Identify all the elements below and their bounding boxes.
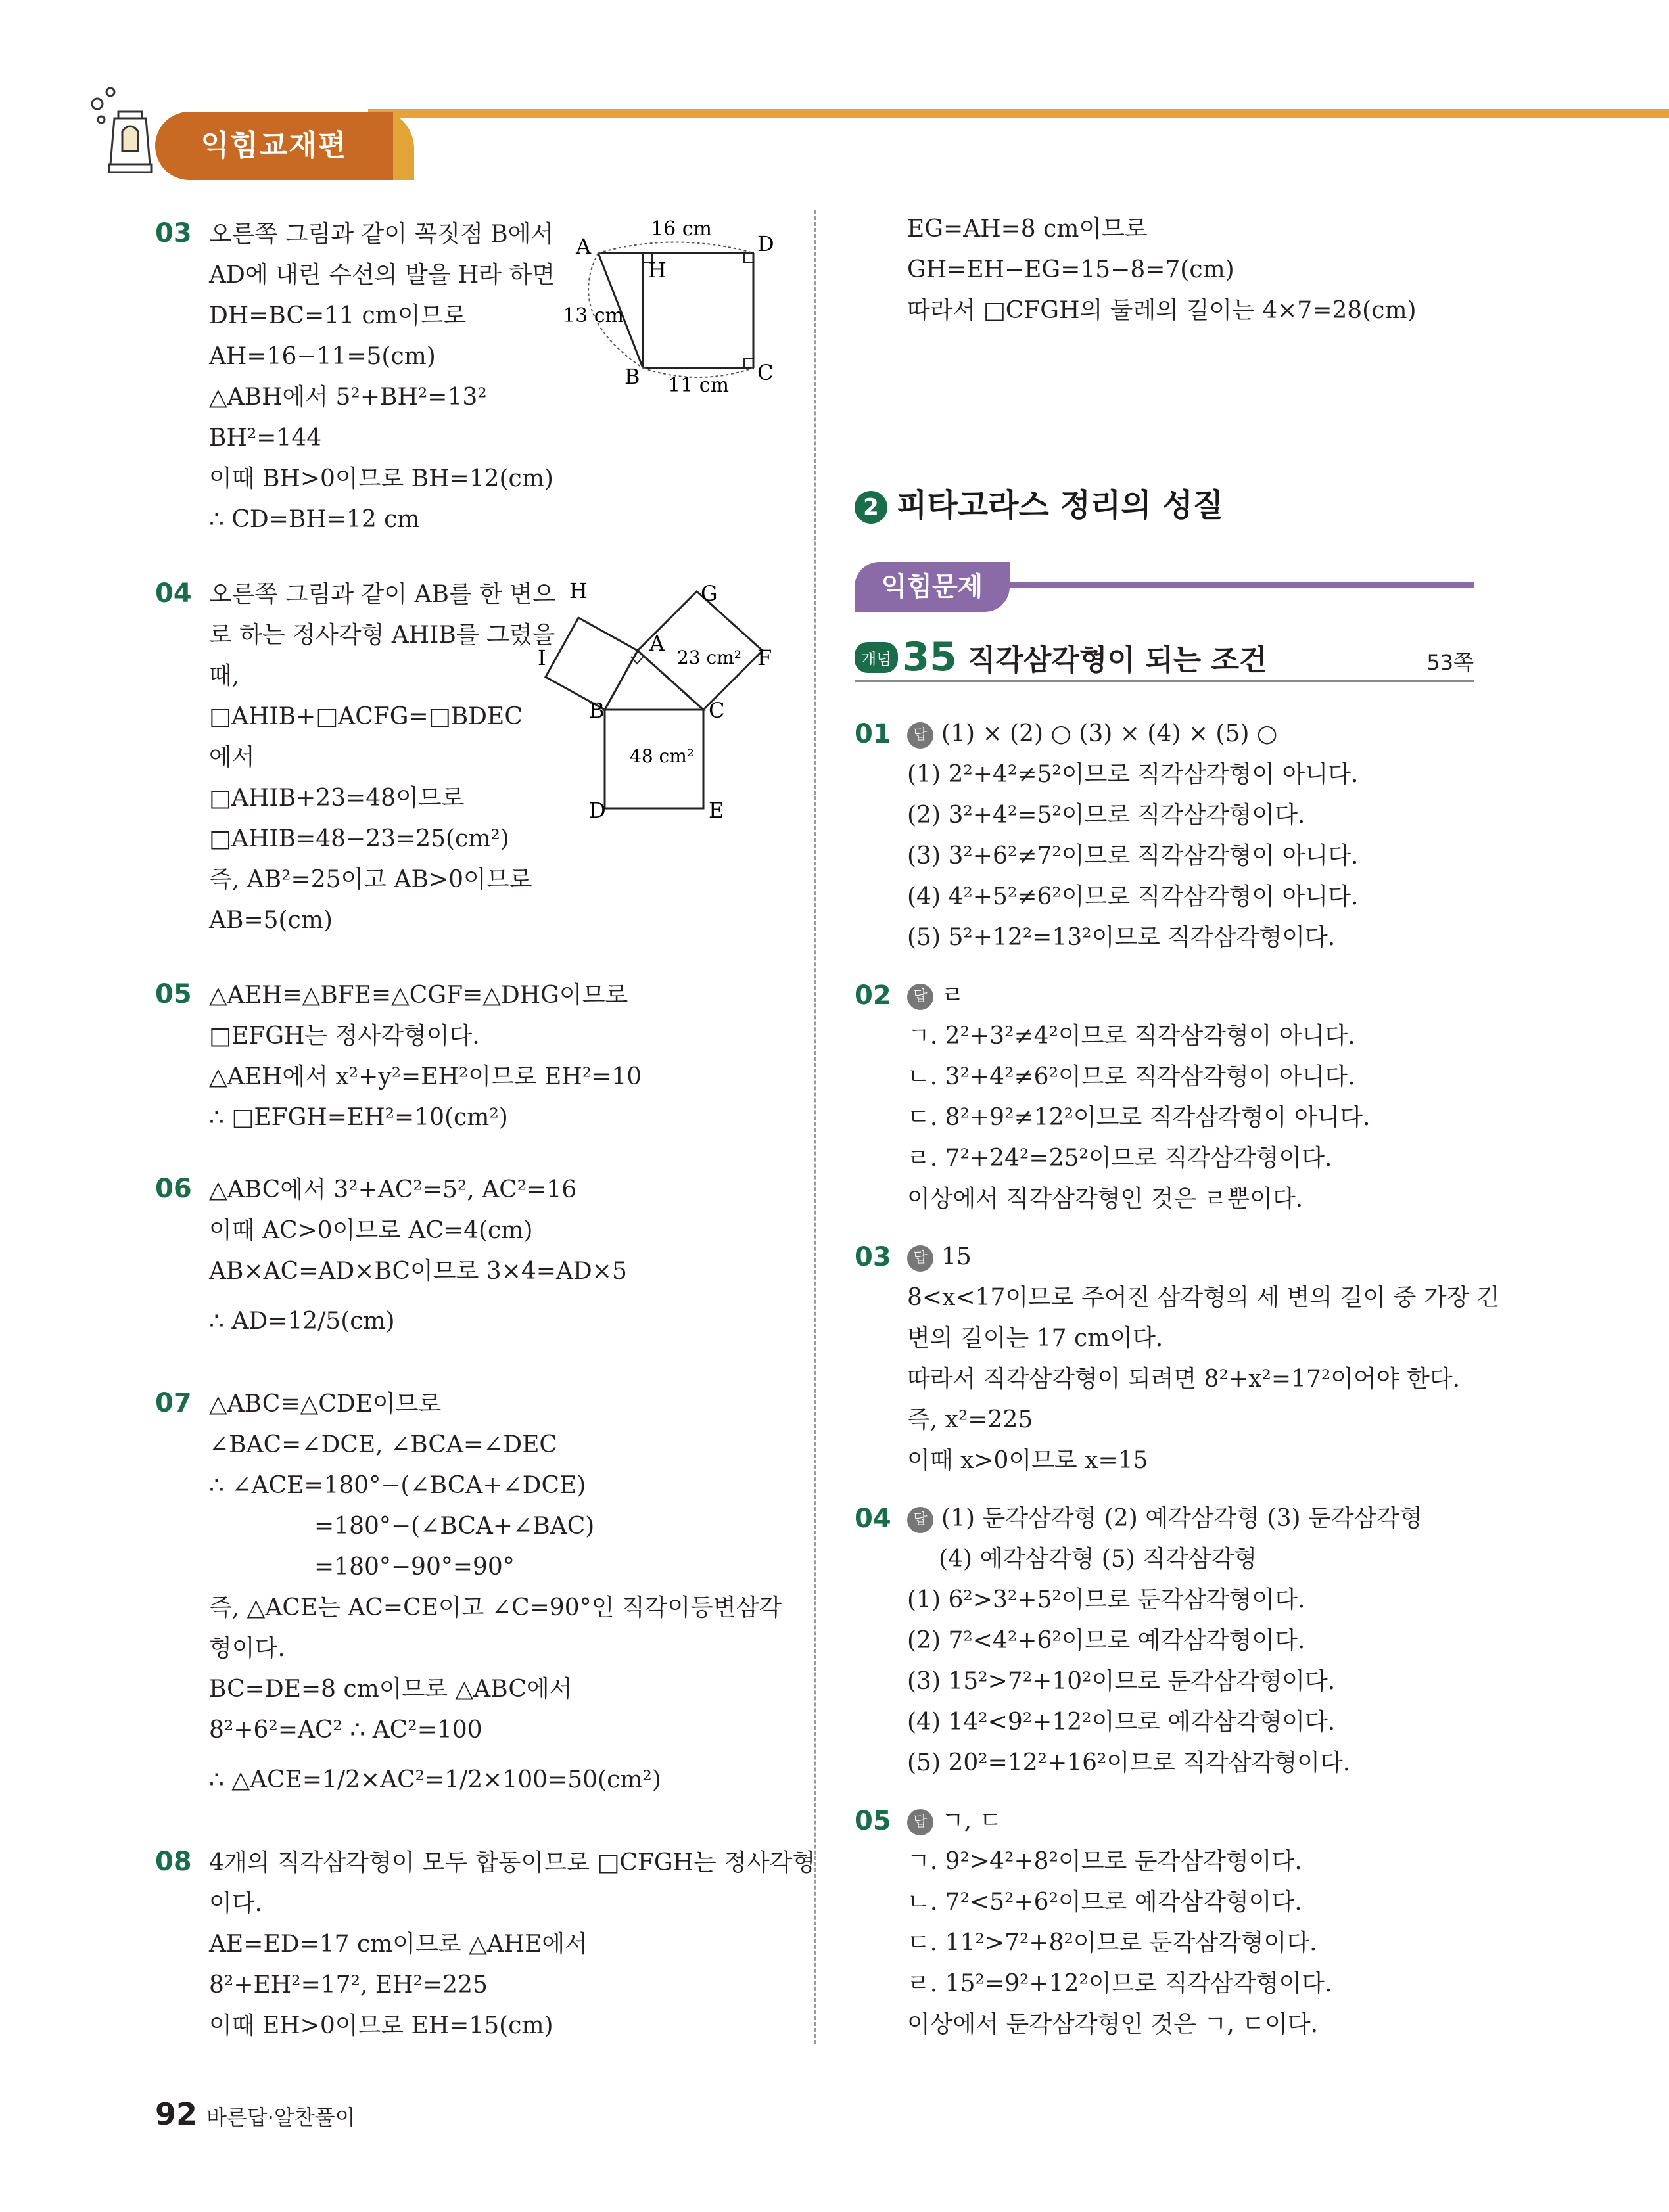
answer-text: ㄱ, ㄷ bbox=[941, 1807, 1002, 1834]
text-line: 오른쪽 그림과 같이 AB를 한 변으 bbox=[209, 581, 555, 608]
answer-text: ㄹ bbox=[941, 982, 964, 1009]
text-line: 로 하는 정사각형 AHIB를 그렸을 bbox=[209, 622, 555, 649]
answer-line-2: (4) 예각삼각형 (5) 직각삼각형 bbox=[939, 1546, 1258, 1573]
fig-label: B bbox=[589, 698, 605, 723]
problem-06-text bbox=[209, 1170, 627, 1342]
fig-label: H bbox=[569, 578, 588, 603]
practice-tab-label: 익힘문제 bbox=[881, 572, 983, 602]
lamp-icon bbox=[92, 85, 164, 184]
problem-08-text bbox=[209, 1843, 815, 2046]
fig-label: A bbox=[649, 631, 665, 656]
fig-label: B bbox=[624, 364, 640, 389]
answer-text: (1) 둔각삼각형 (2) 예각삼각형 (3) 둔각삼각형 bbox=[941, 1505, 1422, 1532]
text-line: △ABH에서 5²+BH²=13² bbox=[209, 384, 487, 411]
text-line: ∠BAC=∠DCE, ∠BCA=∠DEC bbox=[209, 1431, 557, 1458]
problem-08-number: 08 bbox=[155, 1847, 192, 1877]
text-line: 오른쪽 그림과 같이 꼭짓점 B에서 bbox=[209, 221, 554, 248]
text-line: 이때 AC>0이므로 AC=4(cm) bbox=[209, 1217, 533, 1244]
concept-title: 직각삼각형이 되는 조건 bbox=[967, 643, 1267, 677]
answer-text: 15 bbox=[941, 1243, 972, 1270]
fig-label: 13 cm bbox=[563, 304, 624, 327]
fig-label: D bbox=[589, 798, 606, 823]
answer-line bbox=[907, 1237, 1500, 1278]
practice-line bbox=[1010, 582, 1474, 588]
section-title bbox=[855, 480, 1223, 525]
book-title: 바른답·알찬풀이 bbox=[206, 2105, 356, 2130]
text-line: ㄱ. 9²>4²+8²이므로 둔각삼각형이다. bbox=[907, 1848, 1302, 1875]
text-line: (4) 14²<9²+12²이므로 예각삼각형이다. bbox=[907, 1709, 1336, 1736]
text-line: ∴ AD=12/5(cm) bbox=[209, 1308, 395, 1335]
text-line: 변의 길이는 17 cm이다. bbox=[907, 1325, 1164, 1352]
text-line: ㄷ. 11²>7²+8²이므로 둔각삼각형이다. bbox=[907, 1929, 1317, 1956]
squares-figure bbox=[539, 578, 776, 821]
column-divider bbox=[814, 210, 816, 2044]
text-line: =180°−90°=90° bbox=[314, 1554, 515, 1580]
problem-07-text bbox=[209, 1384, 782, 1801]
header-line bbox=[368, 109, 1669, 118]
answer-line bbox=[907, 975, 1371, 1016]
text-line: 4개의 직각삼각형이 모두 합동이므로 □CFGH는 정사각형 bbox=[209, 1849, 816, 1876]
answer-badge: 답 bbox=[907, 1507, 933, 1533]
text-line: □AHIB+□ACFG=□BDEC bbox=[209, 703, 523, 730]
text-line: △AEH≡△BFE≡△CGF≡△DHG이므로 bbox=[209, 982, 628, 1009]
header-tab bbox=[155, 112, 393, 180]
section-number-badge: 2 bbox=[855, 491, 887, 524]
text-line: 즉, △ACE는 AC=CE이고 ∠C=90°인 직각이등변삼각 bbox=[209, 1594, 782, 1621]
fig-label: F bbox=[757, 645, 772, 670]
practice-tab bbox=[855, 562, 1010, 612]
text-line: ㄴ. 7²<5²+6²이므로 예각삼각형이다. bbox=[907, 1889, 1302, 1916]
problem-04-text bbox=[209, 574, 555, 941]
problem-07-number: 07 bbox=[155, 1388, 192, 1418]
text-line: 형이다. bbox=[209, 1635, 285, 1662]
text-line: 이때 EH>0이므로 EH=15(cm) bbox=[209, 2012, 553, 2039]
text-line: 이때 x>0이므로 x=15 bbox=[907, 1447, 1148, 1474]
text-line: □AHIB=48−23=25(cm²) bbox=[209, 825, 509, 852]
fig-label: H bbox=[648, 258, 667, 283]
fig-label: 16 cm bbox=[651, 218, 712, 241]
text-line: 즉, AB²=25이고 AB>0이므로 bbox=[209, 866, 532, 893]
problem-04-number: 04 bbox=[155, 578, 192, 609]
text-line: 이상에서 둔각삼각형인 것은 ㄱ, ㄷ이다. bbox=[907, 2011, 1319, 2038]
answer-line bbox=[907, 714, 1358, 754]
fig-label: D bbox=[757, 231, 774, 256]
answer-badge: 답 bbox=[907, 722, 933, 749]
problem-03-number: 03 bbox=[155, 218, 192, 248]
concept-header bbox=[855, 634, 1474, 682]
text-line: 8<x<17이므로 주어진 삼각형의 세 변의 길이 중 가장 긴 bbox=[907, 1284, 1500, 1311]
text-line: 따라서 □CFGH의 둘레의 길이는 4×7=28(cm) bbox=[907, 297, 1417, 324]
question-05-number: 05 bbox=[855, 1806, 891, 1836]
question-04-text bbox=[907, 1498, 1422, 1784]
fig-label: I bbox=[538, 645, 546, 670]
text-line: △AEH에서 x²+y²=EH²이므로 EH²=10 bbox=[209, 1063, 642, 1090]
question-03-number: 03 bbox=[855, 1242, 891, 1272]
fig-label: A bbox=[576, 234, 592, 259]
text-line: BH²=144 bbox=[209, 425, 322, 451]
continued-solution bbox=[907, 209, 1417, 331]
text-line: ∴ △ACE=1/2×AC²=1/2×100=50(cm²) bbox=[209, 1766, 661, 1793]
fig-label: C bbox=[709, 698, 725, 723]
question-01-text bbox=[907, 714, 1358, 958]
question-04-number: 04 bbox=[855, 1504, 891, 1534]
text-line: (1) 2²+4²≠5²이므로 직각삼각형이 아니다. bbox=[907, 761, 1359, 788]
text-line: (2) 7²<4²+6²이므로 예각삼각형이다. bbox=[907, 1627, 1305, 1654]
text-line: BC=DE=8 cm이므로 △ABC에서 bbox=[209, 1676, 573, 1703]
text-line: (5) 5²+12²=13²이므로 직각삼각형이다. bbox=[907, 924, 1336, 951]
trapezoid-figure bbox=[559, 217, 776, 397]
question-02-text bbox=[907, 975, 1371, 1220]
problem-05-number: 05 bbox=[155, 979, 192, 1009]
text-line: (3) 15²>7²+10²이므로 둔각삼각형이다. bbox=[907, 1668, 1336, 1695]
text-line: GH=EH−EG=15−8=7(cm) bbox=[907, 256, 1234, 283]
text-line: AB=5(cm) bbox=[209, 907, 333, 934]
text-line: ㄹ. 15²=9²+12²이므로 직각삼각형이다. bbox=[907, 1970, 1332, 1997]
answer-line bbox=[907, 1801, 1332, 1841]
problem-06-number: 06 bbox=[155, 1174, 192, 1204]
text-line: (3) 3²+6²≠7²이므로 직각삼각형이 아니다. bbox=[907, 842, 1359, 869]
text-line: (5) 20²=12²+16²이므로 직각삼각형이다. bbox=[907, 1749, 1351, 1776]
text-line: 때, bbox=[209, 662, 240, 689]
question-05-text bbox=[907, 1801, 1332, 2045]
fig-label: E bbox=[709, 798, 724, 823]
text-line: AH=16−11=5(cm) bbox=[209, 343, 436, 370]
fig-label: C bbox=[757, 360, 774, 385]
text-line: △ABC에서 3²+AC²=5², AC²=16 bbox=[209, 1176, 577, 1203]
fig-label: G bbox=[701, 581, 718, 606]
text-line: ∴ ∠ACE=180°−(∠BCA+∠DCE) bbox=[209, 1472, 586, 1499]
text-line: ∴ □EFGH=EH²=10(cm²) bbox=[209, 1104, 508, 1131]
header-tab-label: 익힘교재편 bbox=[200, 129, 348, 162]
text-line: DH=BC=11 cm이므로 bbox=[209, 302, 467, 329]
text-line: 이다. bbox=[209, 1890, 262, 1917]
text-line: 이상에서 직각삼각형인 것은 ㄹ뿐이다. bbox=[907, 1186, 1304, 1212]
answer-text: (1) × (2) ○ (3) × (4) × (5) ○ bbox=[941, 720, 1278, 747]
text-line: ㄱ. 2²+3²≠4²이므로 직각삼각형이 아니다. bbox=[907, 1023, 1355, 1049]
section-title-text: 피타고라스 정리의 성질 bbox=[897, 487, 1224, 524]
page-number: 92 bbox=[155, 2096, 198, 2132]
text-line: △ABC≡△CDE이므로 bbox=[209, 1391, 442, 1417]
concept-number: 35 bbox=[902, 634, 957, 680]
text-line: (4) 4²+5²≠6²이므로 직각삼각형이 아니다. bbox=[907, 883, 1359, 910]
text-line: (1) 6²>3²+5²이므로 둔각삼각형이다. bbox=[907, 1586, 1305, 1613]
text-line: 이때 BH>0이므로 BH=12(cm) bbox=[209, 465, 553, 492]
text-line: 8²+6²=AC² ∴ AC²=100 bbox=[209, 1717, 482, 1743]
text-line: ㄴ. 3²+4²≠6²이므로 직각삼각형이 아니다. bbox=[907, 1063, 1355, 1090]
answer-badge: 답 bbox=[907, 984, 933, 1010]
text-line: ㄹ. 7²+24²=25²이므로 직각삼각형이다. bbox=[907, 1145, 1332, 1172]
fig-label: 23 cm² bbox=[677, 647, 741, 668]
text-line: =180°−(∠BCA+∠BAC) bbox=[314, 1513, 595, 1540]
fig-label: 11 cm bbox=[668, 374, 729, 397]
answer-badge: 답 bbox=[907, 1809, 933, 1835]
text-line: ∴ CD=BH=12 cm bbox=[209, 506, 420, 533]
text-line: 따라서 직각삼각형이 되려면 8²+x²=17²이어야 한다. bbox=[907, 1366, 1461, 1393]
text-line: 8²+EH²=17², EH²=225 bbox=[209, 1971, 488, 1998]
fig-label: 48 cm² bbox=[630, 745, 694, 767]
text-line: AD에 내린 수선의 발을 H라 하면 bbox=[209, 262, 555, 288]
text-line: (2) 3²+4²=5²이므로 직각삼각형이다. bbox=[907, 802, 1305, 829]
text-line: 에서 bbox=[209, 744, 255, 771]
text-line: EG=AH=8 cm이므로 bbox=[907, 216, 1148, 242]
question-01-number: 01 bbox=[855, 719, 891, 749]
problem-05-text bbox=[209, 975, 642, 1138]
answer-badge: 답 bbox=[907, 1245, 933, 1272]
question-03-text bbox=[907, 1237, 1500, 1481]
text-line: □EFGH는 정사각형이다. bbox=[209, 1023, 480, 1049]
text-line: □AHIB+23=48이므로 bbox=[209, 785, 465, 812]
concept-badge: 개념 bbox=[855, 642, 898, 673]
question-02-number: 02 bbox=[855, 980, 891, 1011]
problem-03-text bbox=[209, 214, 555, 540]
text-line: 즉, x²=225 bbox=[907, 1406, 1033, 1433]
text-line: ㄷ. 8²+9²≠12²이므로 직각삼각형이 아니다. bbox=[907, 1104, 1371, 1131]
answer-line bbox=[907, 1498, 1422, 1539]
footer bbox=[155, 2096, 356, 2132]
text-line: AB×AC=AD×BC이므로 3×4=AD×5 bbox=[209, 1258, 627, 1285]
concept-page-ref: 53쪽 bbox=[1426, 650, 1474, 675]
text-line: AE=ED=17 cm이므로 △AHE에서 bbox=[209, 1931, 588, 1958]
